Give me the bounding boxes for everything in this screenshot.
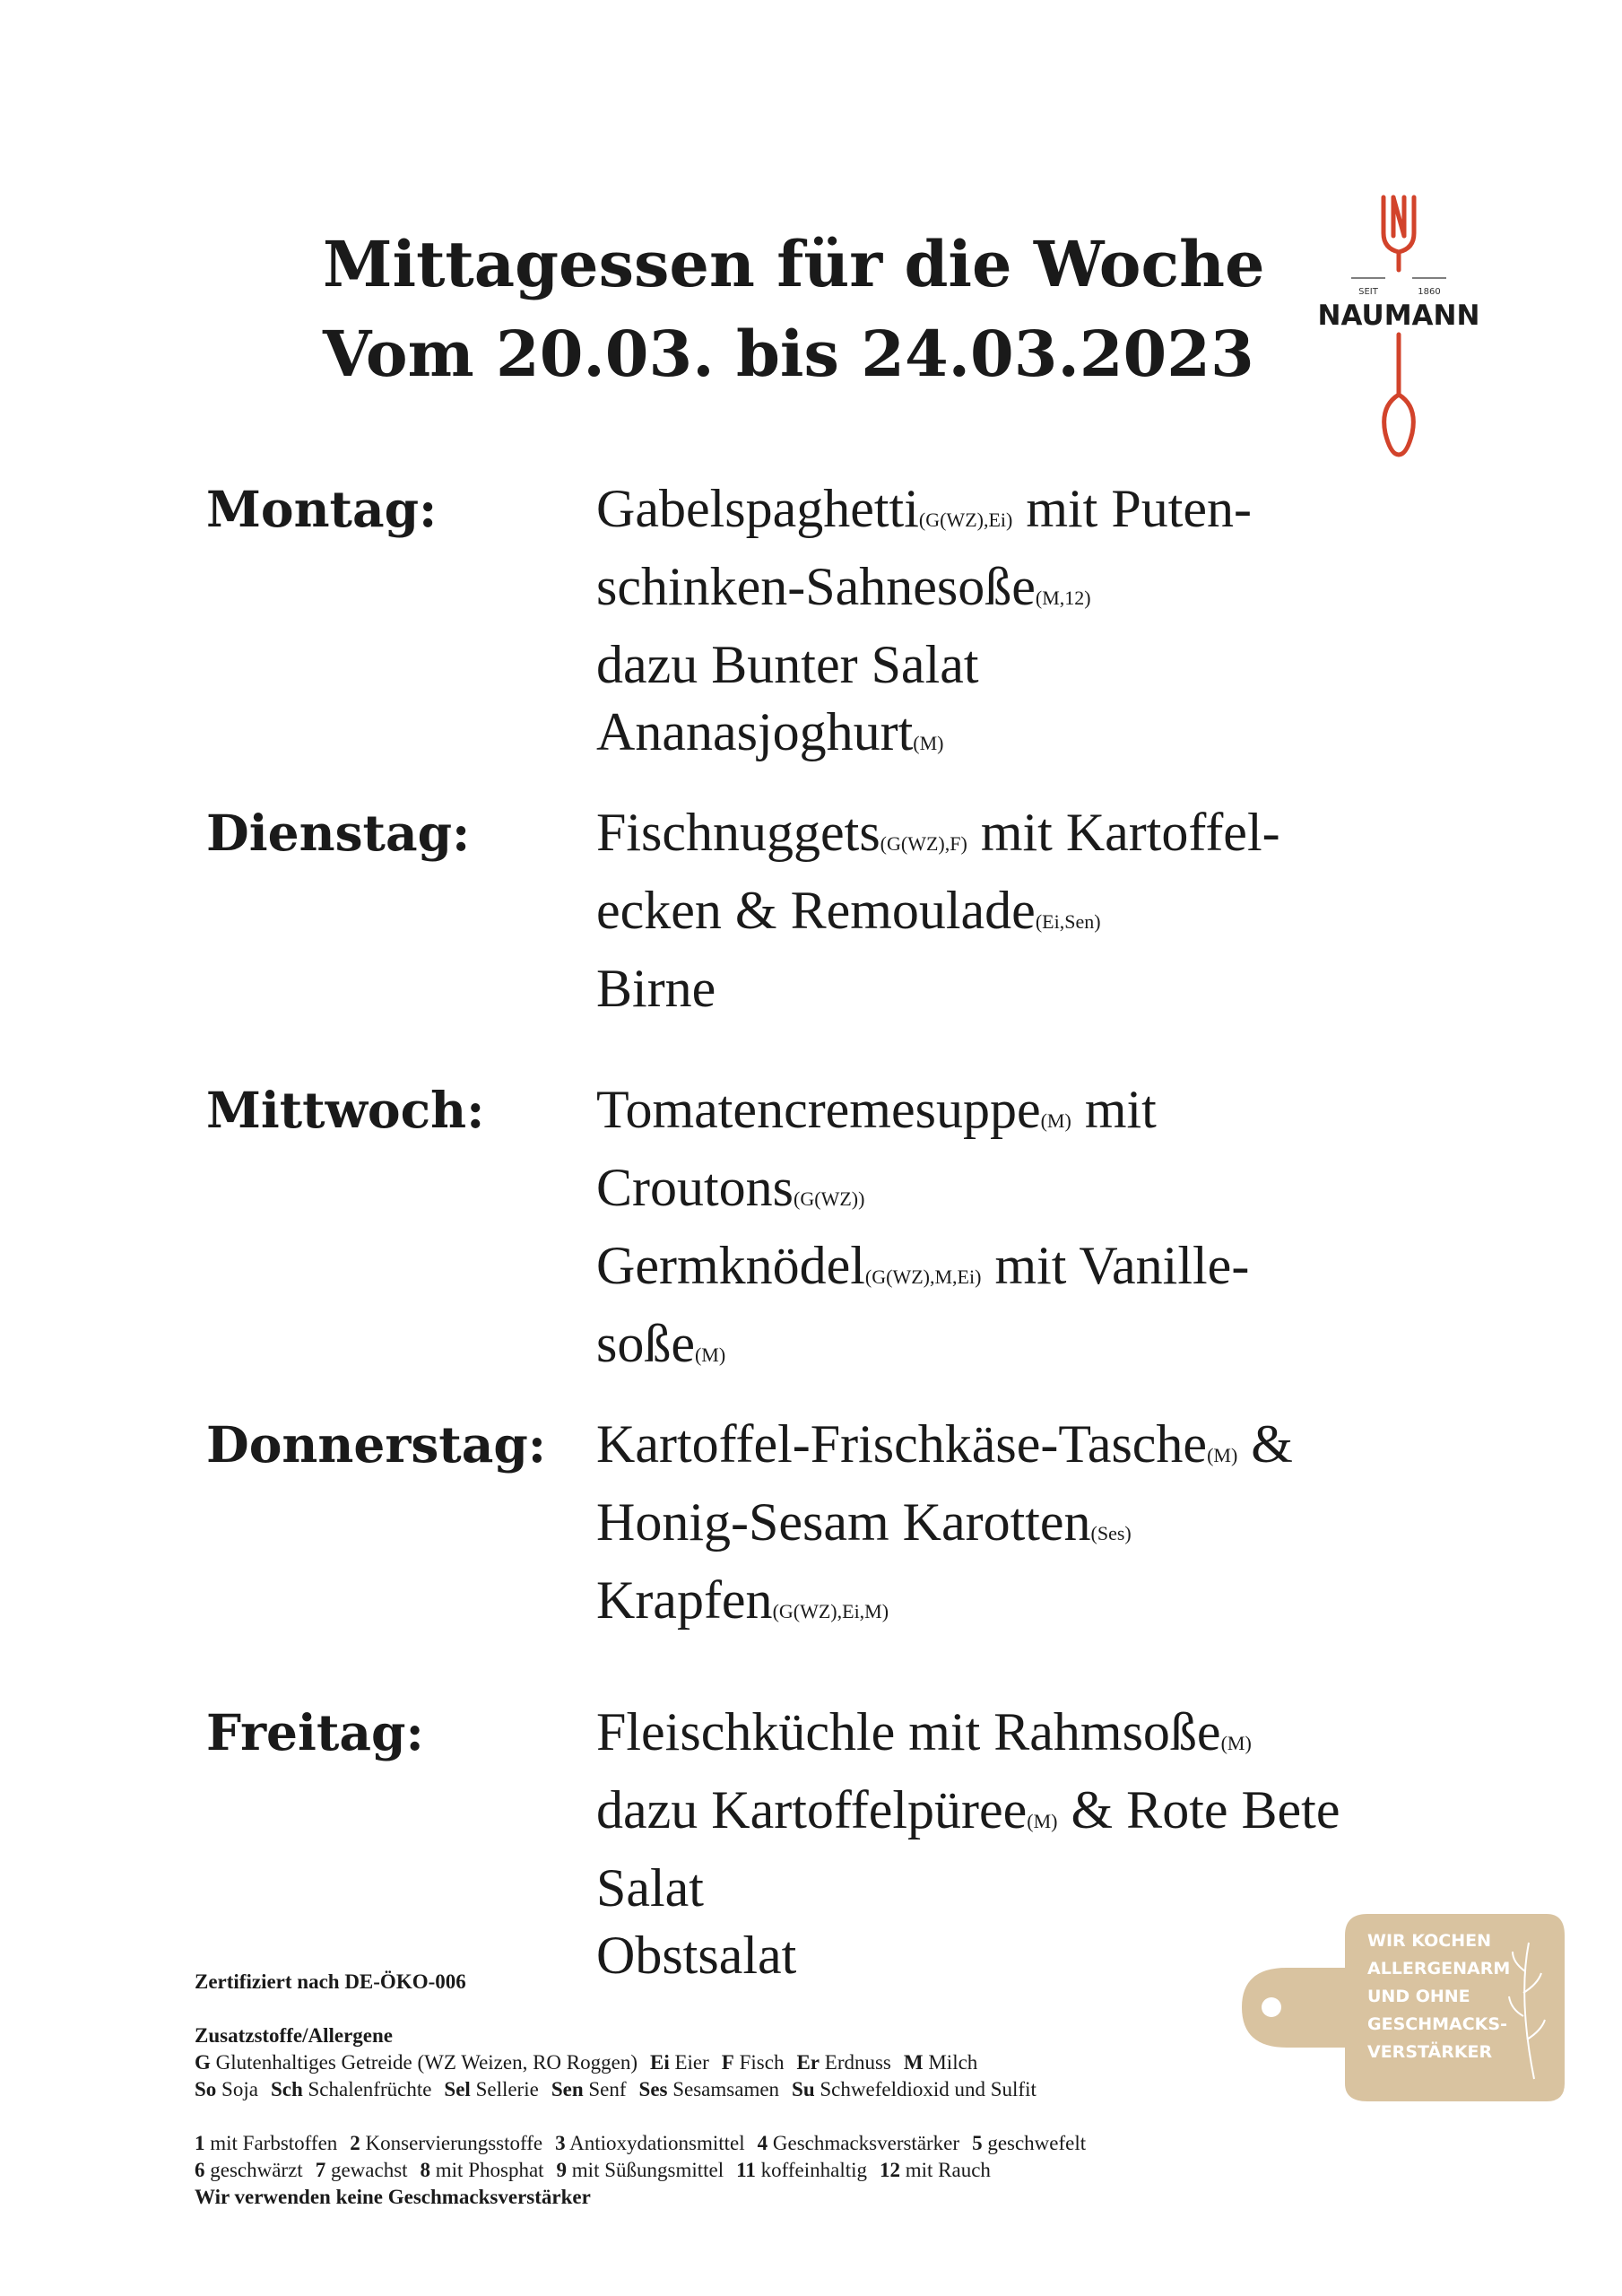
legend-label: Erdnuss <box>824 2051 891 2074</box>
dish-text: Ananasjoghurt <box>596 702 914 761</box>
dish-text: dazu Kartoffelpüree <box>596 1780 1028 1839</box>
logo-seit: SEIT <box>1358 287 1378 297</box>
day-row <box>206 1076 1479 1388</box>
badge-line: WIR KOCHEN <box>1367 1931 1492 1951</box>
allergen-code: (G(WZ),M,Ei) <box>864 1265 982 1288</box>
allergens-heading: Zusatzstoffe/Allergene <box>195 2024 393 2047</box>
legend-label: mit Farbstoffen <box>210 2132 338 2154</box>
dish-line <box>596 1567 1479 1645</box>
closing-note: Wir verwenden keine Geschmacksverstärker <box>195 2186 591 2208</box>
legend-label: Soja <box>221 2078 258 2100</box>
dish-text: mit <box>1071 1080 1157 1139</box>
logo-year: 1860 <box>1418 287 1441 297</box>
legend-code: 2 <box>350 2132 360 2154</box>
allergen-code: (M) <box>1220 1732 1252 1754</box>
certification-text: Zertifiziert nach DE-ÖKO-006 <box>195 1970 466 1993</box>
legend-label: Sellerie <box>475 2078 539 2100</box>
day-name: Donnerstag: <box>206 1415 547 1474</box>
legend-code: 8 <box>420 2159 431 2181</box>
legend-code: M <box>903 2051 924 2074</box>
title-line-1: Mittagessen für die Woche <box>323 227 1265 301</box>
legend-label: Milch <box>928 2051 978 2074</box>
badge-line: ALLERGENARM <box>1367 1959 1511 1979</box>
day-row <box>206 799 1479 1022</box>
logo-brand: NAUMANN <box>1317 300 1480 332</box>
dish-text: Krapfen <box>596 1570 773 1630</box>
dish-line <box>596 799 1479 877</box>
badge-line: GESCHMACKS- <box>1367 2014 1507 2034</box>
legend-label: Schalenfrüchte <box>308 2078 432 2100</box>
dish-line <box>596 699 1479 777</box>
badge-line: UND OHNE <box>1367 1987 1470 2006</box>
allergen-code: (Ses) <box>1090 1522 1132 1544</box>
allergen-code: (G(WZ),Ei) <box>918 509 1013 531</box>
dish-text: Birne <box>596 959 716 1018</box>
allergen-code: (M) <box>913 732 944 754</box>
legend-code: 12 <box>880 2159 900 2181</box>
allergens-row-1 <box>195 2049 1271 2076</box>
legend-label: Antioxydationsmittel <box>569 2132 745 2154</box>
allergen-code: (M) <box>1207 1444 1238 1466</box>
dish-text: Fleischküchle mit Rahmsoße <box>596 1702 1221 1761</box>
day-row <box>206 1411 1479 1645</box>
dish-text: Fischnuggets <box>596 803 880 862</box>
legend-label: geschwefelt <box>987 2132 1087 2154</box>
legend-label: geschwärzt <box>210 2159 303 2181</box>
legend-code: Sel <box>444 2078 471 2100</box>
dish-line <box>596 955 1479 1022</box>
allergen-code: (G(WZ),F) <box>880 832 967 855</box>
legend-code: Sen <box>551 2078 584 2100</box>
additives-row-1 <box>195 2130 1271 2157</box>
legend-label: Eier <box>674 2051 709 2074</box>
allergen-badge <box>1233 1900 1574 2106</box>
legend-code: Ei <box>650 2051 670 2074</box>
dish-line <box>596 877 1479 955</box>
allergen-code: (M) <box>1027 1810 1058 1832</box>
allergen-code: (G(WZ),Ei,M) <box>772 1600 889 1622</box>
dish-text: & <box>1237 1414 1293 1474</box>
additives-row-2 <box>195 2157 1271 2184</box>
legend-code: 1 <box>195 2132 205 2154</box>
dish-text: Germknödel <box>596 1236 865 1295</box>
legend-code: Er <box>796 2051 820 2074</box>
legend-code: So <box>195 2078 217 2100</box>
legend-label: Glutenhaltiges Getreide (WZ Weizen, RO Roggen) <box>215 2051 638 2074</box>
dish-line <box>596 1310 1479 1388</box>
dish-list <box>596 799 1479 1022</box>
dish-line <box>596 1699 1479 1777</box>
legend-label: Sesamsamen <box>672 2078 780 2100</box>
title-line-2: Vom 20.03. bis 24.03.2023 <box>323 317 1254 391</box>
dish-text: mit Puten- <box>1012 479 1253 538</box>
legend-label: koffeinhaltig <box>760 2159 867 2181</box>
legend-code: Su <box>792 2078 815 2100</box>
legend-code: 6 <box>195 2159 205 2181</box>
legend-label: Geschmacksverstärker <box>772 2132 960 2154</box>
legend-label: mit Süßungsmittel <box>571 2159 724 2181</box>
legend-label: Schwefeldioxid und Sulfit <box>820 2078 1037 2100</box>
legend-label: mit Phosphat <box>435 2159 544 2181</box>
legend-code: G <box>195 2051 211 2074</box>
dish-text: Salat <box>596 1858 704 1918</box>
dish-line <box>596 553 1479 631</box>
dish-text: & Rote Bete <box>1057 1780 1340 1839</box>
dish-list <box>596 1076 1479 1388</box>
weekly-menu <box>206 475 1479 1989</box>
dish-list <box>596 1411 1479 1645</box>
dish-list <box>596 475 1479 777</box>
dish-line <box>596 1411 1479 1489</box>
legend-label: gewachst <box>330 2159 408 2181</box>
day-name: Freitag: <box>206 1703 424 1761</box>
legend-label: mit Rauch <box>905 2159 991 2181</box>
day-name: Mittwoch: <box>206 1081 485 1139</box>
allergen-code: (G(WZ)) <box>794 1187 865 1210</box>
legend-label: Konservierungsstoffe <box>365 2132 543 2154</box>
allergen-code: (M) <box>694 1344 726 1366</box>
legend-code: Sch <box>270 2078 303 2100</box>
dish-line <box>596 631 1479 699</box>
day-name: Dienstag: <box>206 804 471 862</box>
legend-code: Ses <box>638 2078 668 2100</box>
dish-text: Obstsalat <box>596 1926 797 1985</box>
allergen-code: (Ei,Sen) <box>1035 910 1101 933</box>
dish-text: Kartoffel-Frischkäse-Tasche <box>596 1414 1208 1474</box>
badge-line: VERSTÄRKER <box>1367 2042 1493 2062</box>
dish-line <box>596 475 1479 553</box>
dish-text: Croutons <box>596 1158 794 1217</box>
day-name: Montag: <box>206 480 438 538</box>
dish-text: Tomatencremesuppe <box>596 1080 1041 1139</box>
legend-code: 11 <box>736 2159 756 2181</box>
legend-code: 9 <box>556 2159 568 2181</box>
dish-line <box>596 1076 1479 1154</box>
naumann-logo <box>1305 193 1493 462</box>
dish-text: mit Kartoffel- <box>967 803 1280 862</box>
dish-line <box>596 1489 1479 1567</box>
dish-line <box>596 1154 1479 1232</box>
legend-code: F <box>721 2051 734 2074</box>
legend-code: 4 <box>757 2132 768 2154</box>
legend-code: 5 <box>972 2132 983 2154</box>
dish-text: Gabelspaghetti <box>596 479 919 538</box>
dish-text: soße <box>596 1314 695 1373</box>
allergens-row-2 <box>195 2076 1271 2103</box>
dish-text: ecken & Remoulade <box>596 881 1036 940</box>
dish-text: schinken-Sahnesoße <box>596 557 1036 616</box>
page-title <box>323 220 1309 399</box>
dish-text: dazu Bunter Salat <box>596 635 979 694</box>
dish-line <box>596 1232 1479 1310</box>
legend-code: 3 <box>555 2132 566 2154</box>
legend-label: Senf <box>588 2078 627 2100</box>
day-row <box>206 475 1479 777</box>
legend-label: Fisch <box>739 2051 785 2074</box>
legend-code: 7 <box>315 2159 326 2181</box>
allergen-code: (M) <box>1040 1109 1071 1132</box>
dish-line <box>596 1777 1479 1855</box>
footer-legend <box>195 1969 1271 2211</box>
allergen-code: (M,12) <box>1035 587 1091 609</box>
dish-text: Honig-Sesam Karotten <box>596 1492 1091 1552</box>
dish-text: mit Vanille- <box>981 1236 1250 1295</box>
